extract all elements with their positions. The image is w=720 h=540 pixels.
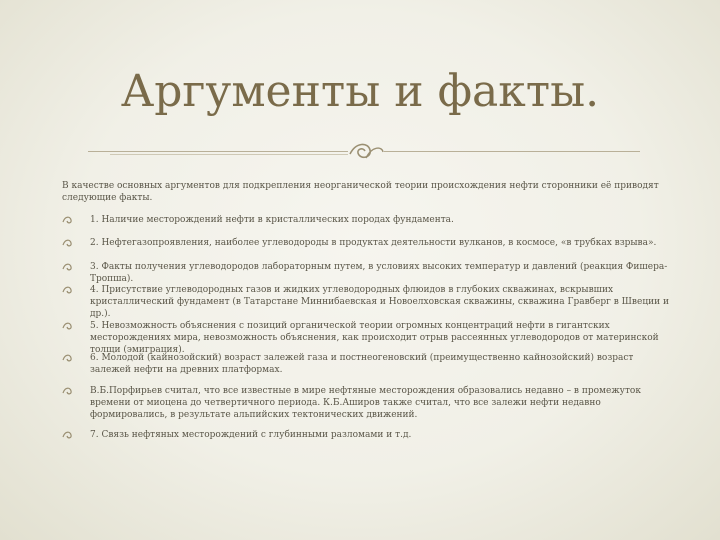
intro-paragraph: В качестве основных аргументов для подкрепления неорганической теории происхождения нефти сторонники её приводят следующие факты. (62, 181, 659, 203)
ornamental-bullet-icon (62, 285, 74, 295)
list-item-text: 4. Присутствие углеводородных газов и жидких углеводородных флюидов в глубоких скважинах, вскрывших кристаллический фундамент (в Татарстане Миннибаевская и Новоелховская скважины, скважина Гравберг в Швеции и др.). (90, 285, 669, 319)
list-item-text: 6. Молодой (кайнозойский) возраст залежей газа и постнеогеновский (преимущественно кайнозойский) возраст залежей нефти на древних платформах. (90, 353, 634, 375)
ornamental-bullet-icon (62, 321, 74, 331)
ornamental-bullet-icon (62, 386, 74, 396)
list-item-text: В.Б.Порфирьев считал, что все известные в мире нефтяные месторождения образовались недавно – в промежуток времени от миоцена до четвертичного периода. К.Б.Аширов также считал, что все залежи нефти недавно формировались, в результате альпийских тектонических движений. (90, 386, 641, 420)
ornamental-bullet-icon (62, 262, 74, 272)
ornament-divider-icon (346, 136, 386, 166)
ornamental-bullet-icon (62, 430, 74, 440)
ornamental-bullet-icon (62, 238, 74, 248)
title-rule-right (384, 151, 640, 152)
list-item-text: 5. Невозможность объяснения с позиций органической теории огромных концентраций нефти в гигантских месторождениях мира, невозможность объяснения, как происходит отрыв рассеянных углеводородов от материнской толщи (эмиграция). (90, 321, 659, 355)
title-rule-left (88, 151, 348, 152)
list-item-text: 2. Нефтегазопроявления, наиболее углеводороды в продуктах деятельности вулканов, в космосе, «в трубках взрыва». (90, 238, 657, 248)
title-rule-left-secondary (110, 154, 348, 155)
ornamental-bullet-icon (62, 353, 74, 363)
list-item-text: 3. Факты получения углеводородов лабораторным путем, в условиях высоких температур и давлений (реакция Фишера-Тропша). (90, 262, 668, 284)
list-item-text: 1. Наличие месторождений нефти в кристаллических породах фундамента. (90, 215, 454, 225)
slide-title: Аргументы и факты. (120, 66, 600, 117)
ornamental-bullet-icon (62, 215, 74, 225)
list-item-text: 7. Связь нефтяных месторождений с глубинными разломами и т.д. (90, 430, 412, 440)
